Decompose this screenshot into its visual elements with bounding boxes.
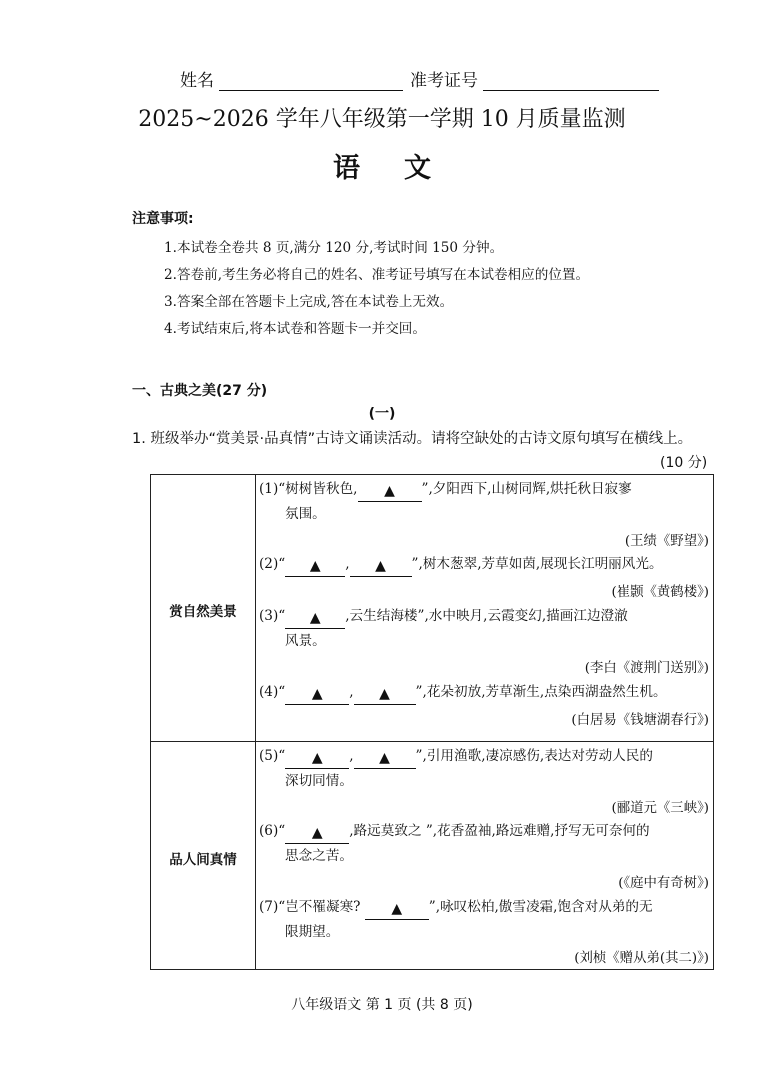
note-item: 1.本试卷全卷共 8 页,满分 120 分,考试时间 150 分钟。 bbox=[164, 240, 504, 256]
answer-blank[interactable]: ▲ bbox=[365, 901, 429, 920]
row-source: (郦道元《三峡》) bbox=[611, 801, 709, 816]
table-divider bbox=[255, 475, 256, 969]
exam-title: 2025~2026 学年八年级第一学期 10 月质量监测 bbox=[138, 107, 626, 132]
row-source: (崔颢《黄鹤楼》) bbox=[611, 585, 709, 600]
note-item: 4.考试结束后,将本试卷和答题卡一并交回。 bbox=[164, 321, 426, 337]
section-title: 一、古典之美(27 分) bbox=[132, 383, 268, 399]
answer-blank[interactable]: ▲ bbox=[285, 558, 345, 577]
category-nature: 赏自然美景 bbox=[169, 604, 237, 620]
notes-title: 注意事项: bbox=[132, 211, 194, 227]
answer-blank[interactable]: ▲ bbox=[285, 610, 345, 629]
row-source: (刘桢《赠从弟(其二)》) bbox=[574, 951, 709, 966]
subsection-title: (一) bbox=[368, 406, 396, 422]
exam-number-blank[interactable] bbox=[483, 72, 659, 91]
table-row: (3)“ ▲ ,云生结海楼”,水中映月,云霞变幻,描画江边澄澈 bbox=[259, 604, 711, 629]
page-footer: 八年级语文 第 1 页 (共 8 页) bbox=[291, 997, 473, 1013]
exam-number-label: 准考证号 bbox=[410, 71, 478, 91]
table-divider bbox=[151, 741, 713, 742]
table-row: (4)“ ▲ , ▲ ”,花朵初放,芳草渐生,点染西湖盎然生机。 bbox=[259, 680, 711, 705]
row-continuation: 限期望。 bbox=[285, 924, 340, 940]
answer-blank[interactable]: ▲ bbox=[285, 750, 349, 769]
answer-blank[interactable]: ▲ bbox=[350, 558, 412, 577]
question-1-score: (10 分) bbox=[660, 455, 708, 471]
question-1-text: 1. 班级举办“赏美景·品真情”古诗文诵读活动。请将空缺处的古诗文原句填写在横线上。 bbox=[132, 431, 693, 447]
name-field[interactable] bbox=[180, 66, 403, 90]
answer-blank[interactable]: ▲ bbox=[354, 686, 416, 705]
name-blank[interactable] bbox=[219, 72, 403, 91]
table-row: (2)“ ▲ , ▲ ”,树木葱翠,芳草如茵,展现长江明丽风光。 bbox=[259, 552, 711, 577]
row-continuation: 氛围。 bbox=[285, 506, 326, 522]
table-row: (7)“岂不罹凝寒? ▲ ”,咏叹松柏,傲雪凌霜,饱含对从弟的无 bbox=[259, 895, 711, 920]
category-affection: 品人间真情 bbox=[169, 852, 237, 868]
note-item: 3.答案全部在答题卡上完成,答在本试卷上无效。 bbox=[164, 294, 454, 310]
table-row: (1)“树树皆秋色, ▲ ”,夕阳西下,山树同辉,烘托秋日寂寥 bbox=[259, 477, 711, 502]
exam-number-field[interactable] bbox=[410, 66, 659, 90]
row-source: (李白《渡荆门送别》) bbox=[584, 661, 709, 676]
answer-blank[interactable]: ▲ bbox=[285, 686, 349, 705]
row-source: (王绩《野望》) bbox=[624, 534, 709, 549]
table-row: (5)“ ▲ , ▲ ”,引用渔歌,凄凉感伤,表达对劳动人民的 bbox=[259, 744, 711, 769]
answer-blank[interactable]: ▲ bbox=[354, 750, 416, 769]
poetry-table bbox=[150, 474, 714, 970]
row-source: (《庭中有奇树》) bbox=[618, 876, 709, 891]
answer-blank[interactable]: ▲ bbox=[358, 483, 422, 502]
row-continuation: 深切同情。 bbox=[285, 773, 353, 789]
name-label: 姓名 bbox=[180, 71, 214, 91]
row-source: (白居易《钱塘湖春行》) bbox=[571, 713, 709, 728]
note-item: 2.答卷前,考生务必将自己的姓名、准考证号填写在本试卷相应的位置。 bbox=[164, 267, 590, 283]
answer-blank[interactable]: ▲ bbox=[285, 825, 349, 844]
row-continuation: 风景。 bbox=[285, 633, 326, 649]
row-continuation: 思念之苦。 bbox=[285, 848, 353, 864]
subject-title: 语文 bbox=[333, 153, 475, 184]
table-row: (6)“ ▲ ,路远莫致之 ”,花香盈袖,路远难赠,抒写无可奈何的 bbox=[259, 819, 711, 844]
